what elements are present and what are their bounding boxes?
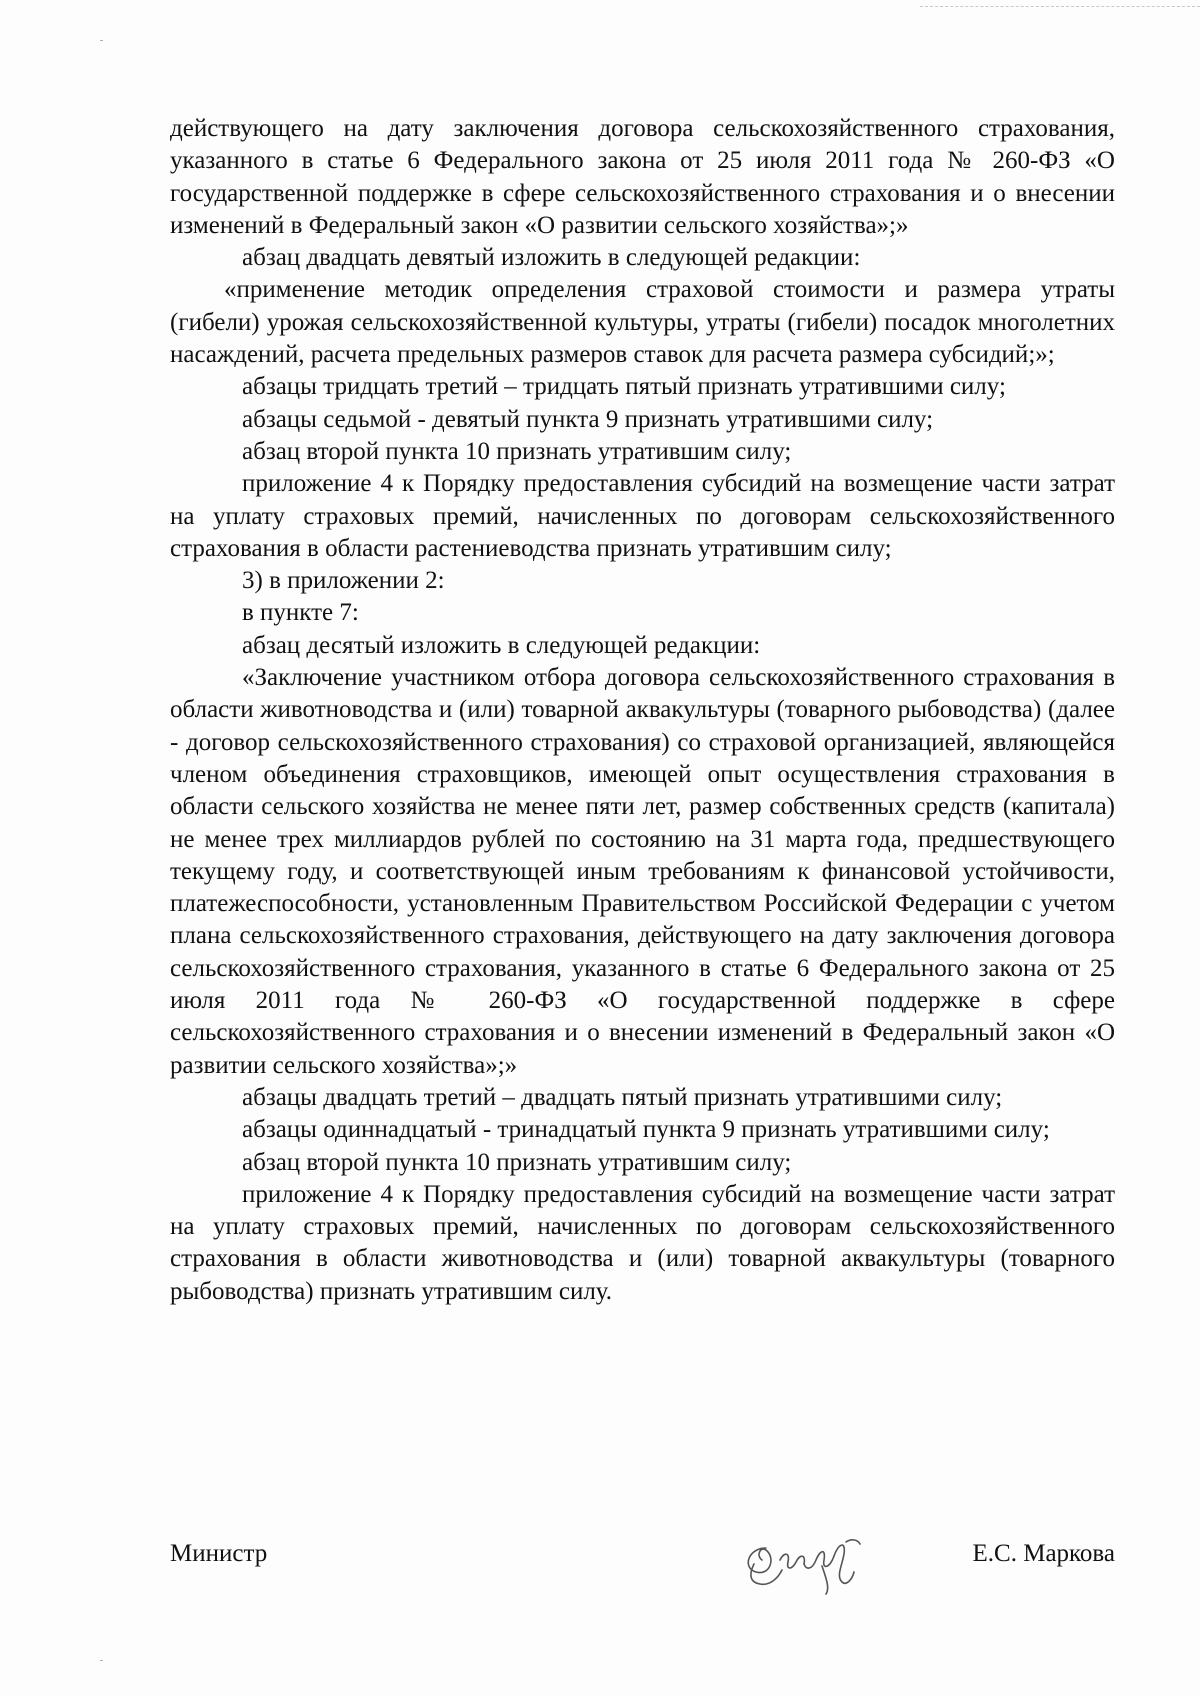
document-body [170,113,1115,1308]
paragraph: абзац второй пункта 10 признать утратившим силу; [242,437,792,465]
paragraph: приложение 4 к Порядку предоставления субсидий на возмещение части затрат на уплату страховых премий, начисленных по договорам сельскохозяйственного страхования в области животноводства и (или) товарной аквакультуры (товарного рыбоводства) признать утратившим силу. [170,1180,1115,1305]
paragraph: абзац второй пункта 10 признать утратившим силу; [242,1148,792,1176]
signer-name: Е.С. Маркова [972,1540,1115,1567]
paragraph: абзац двадцать девятый изложить в следующей редакции: [242,244,861,272]
paragraph: действующего на дату заключения договора сельскохозяйственного страхования, указанного в статье 6 Федерального закона от 25 июля 2011 года № 260-ФЗ «О государственной поддержке в сфере сельскохозяйственного страхования и о внесении изменений в Федеральный закон «О развитии сельского хозяйства»;» [170,115,1115,239]
signature-icon [726,1520,876,1595]
paragraph: абзацы тридцать третий – тридцать пятый признать утратившими силу; [242,373,1006,401]
paragraph: абзац десятый изложить в следующей редакции: [242,631,761,659]
signature-block [170,1540,1115,1620]
paragraph: «применение методик определения страховой стоимости и размера утраты (гибели) урожая сельскохозяйственной культуры, утраты (гибели) посадок многолетних насаждений, расчета предельных размеров ставок для расчета размера субсидий;»; [170,276,1115,369]
paragraph: абзацы одиннадцатый - тринадцатый пункта 9 признать утратившими силу; [242,1116,1050,1144]
scan-edge-mark [100,1660,103,1661]
paragraph: приложение 4 к Порядку предоставления субсидий на возмещение части затрат на уплату страховых премий, начисленных по договорам сельскохозяйственного страхования в области растениеводства признать утратившим силу; [170,470,1115,562]
paragraph: «Заключение участником отбора договора сельскохозяйственного страхования в области животноводства и (или) товарной аквакультуры (товарного рыбоводства) (далее - договор сельскохозяйственного страхования) со страховой организацией, являющейся членом объединения страховщиков, имеющей опыт осуществления страхования в области сельского хозяйства не менее пяти лет, размер собственных средств (капитала) не менее трех миллиардов рублей по состоянию на 31 марта года, предшествующего текущему году, и соответствующей иным требованиям к финансовой устойчивости, платежеспособности, установленным Правительством Российской Федерации с учетом плана сельскохозяйственного страхования, действующего на дату заключения договора сельскохозяйственного страхования, указанного в статье 6 Федерального закона от 25 июля 2011 года № 260-ФЗ «О государственной поддержке в сфере сельскохозяйственного страхования и о внесении изменений в Федеральный закон «О развитии сельского хозяйства»;» [170,664,1115,1079]
paragraph: абзацы двадцать третий – двадцать пятый признать утратившими силу; [242,1083,1003,1111]
paragraph: в пункте 7: [242,599,359,627]
scan-edge-line [920,6,1200,7]
signer-position: Министр [170,1540,268,1567]
scan-edge-mark [100,40,103,41]
paragraph: 3) в приложении 2: [242,567,445,595]
paragraph: абзацы седьмой - девятый пункта 9 признать утратившими силу; [242,405,934,433]
